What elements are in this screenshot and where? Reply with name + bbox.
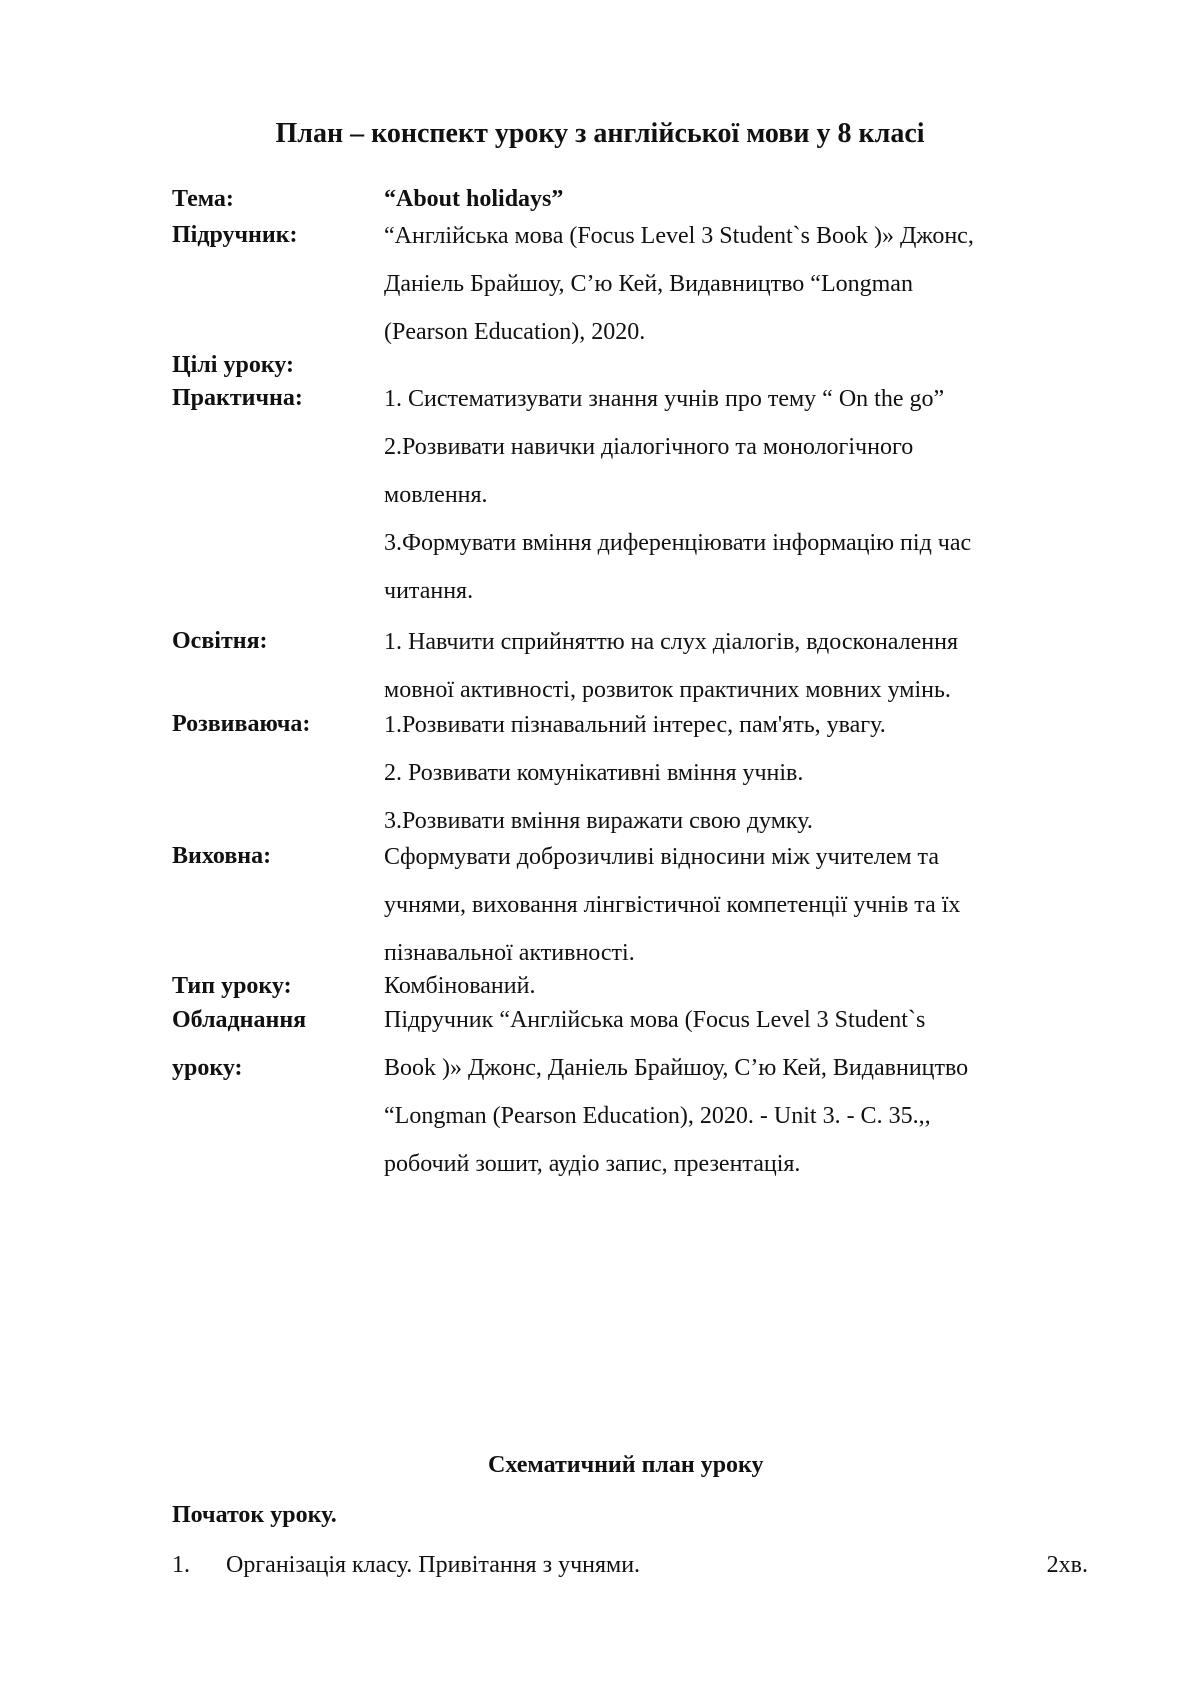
- text-line: 2. Розвивати комунікативні вміння учнів.: [384, 760, 804, 786]
- field-label: Тема:: [172, 186, 234, 212]
- schematic-plan-title: Схематичний план уроку: [488, 1452, 764, 1478]
- label-line: Обладнання: [172, 1007, 307, 1033]
- page-title: План – конспект уроку з англійської мови у 8 класі: [275, 118, 925, 149]
- field-value: [384, 1006, 968, 1198]
- text-line: (Pearson Education), 2020.: [384, 319, 646, 345]
- field-value: “About holidays”: [384, 186, 564, 212]
- text-line: Даніель Брайшоу, С’ю Кей, Видавництво “Longman: [384, 271, 913, 297]
- text-line: 2.Розвивати навички діалогічного та монологічного: [384, 434, 914, 460]
- field-label: [172, 1006, 306, 1102]
- field-label: Цілі уроку:: [172, 352, 294, 378]
- plan-item-duration: 2хв.: [1046, 1552, 1088, 1578]
- field-value: Комбінований.: [384, 973, 536, 999]
- plan-item-text: Організація класу. Привітання з учнями.: [226, 1552, 641, 1578]
- text-line: 1. Навчити сприйняттю на слух діалогів, вдосконалення: [384, 629, 959, 655]
- field-label: Виховна:: [172, 843, 272, 869]
- field-value: [384, 628, 958, 724]
- plan-item-number: 1.: [172, 1552, 190, 1578]
- text-line: Сформувати доброзичливі відносини між учителем та: [384, 844, 939, 870]
- text-line: мовної активності, розвиток практичних мовних умінь.: [384, 677, 951, 703]
- text-line: Book )» Джонс, Даніель Брайшоу, С’ю Кей, Видавництво: [384, 1055, 969, 1081]
- text-line: робочий зошит, аудіо запис, презентація.: [384, 1151, 801, 1177]
- field-label: Тип уроку:: [172, 973, 292, 999]
- text-line: 3.Розвивати вміння виражати свою думку.: [384, 808, 813, 834]
- text-line: мовлення.: [384, 482, 488, 508]
- text-line: учнями, виховання лінгвістичної компетенції учнів та їх: [384, 892, 961, 918]
- text-line: читання.: [384, 578, 474, 604]
- field-label: Розвиваюча:: [172, 711, 311, 737]
- text-line: 1.Розвивати пізнавальний інтерес, пам'ять, увагу.: [384, 712, 886, 738]
- text-line: “Англійська мова (Focus Level 3 Student`s Book )» Джонс,: [384, 223, 974, 249]
- text-line: 1. Систематизувати знання учнів про тему “ On the go”: [384, 386, 945, 412]
- field-value: [384, 385, 971, 625]
- text-line: “Longman (Pearson Education), 2020. - Unit 3. - С. 35.,,: [384, 1103, 931, 1129]
- field-value: [384, 222, 974, 366]
- field-value: [384, 711, 886, 855]
- field-label: Підручник:: [172, 222, 298, 248]
- field-label: Практична:: [172, 385, 303, 411]
- field-value: [384, 843, 960, 987]
- lesson-start-heading: Початок уроку.: [172, 1502, 337, 1528]
- text-line: 3.Формувати вміння диференціювати інформацію під час: [384, 530, 972, 556]
- text-line: Підручник “Англійська мова (Focus Level 3 Student`s: [384, 1007, 926, 1033]
- field-label: Освітня:: [172, 628, 268, 654]
- text-line: пізнавальної активності.: [384, 940, 635, 966]
- label-line: уроку:: [172, 1055, 243, 1081]
